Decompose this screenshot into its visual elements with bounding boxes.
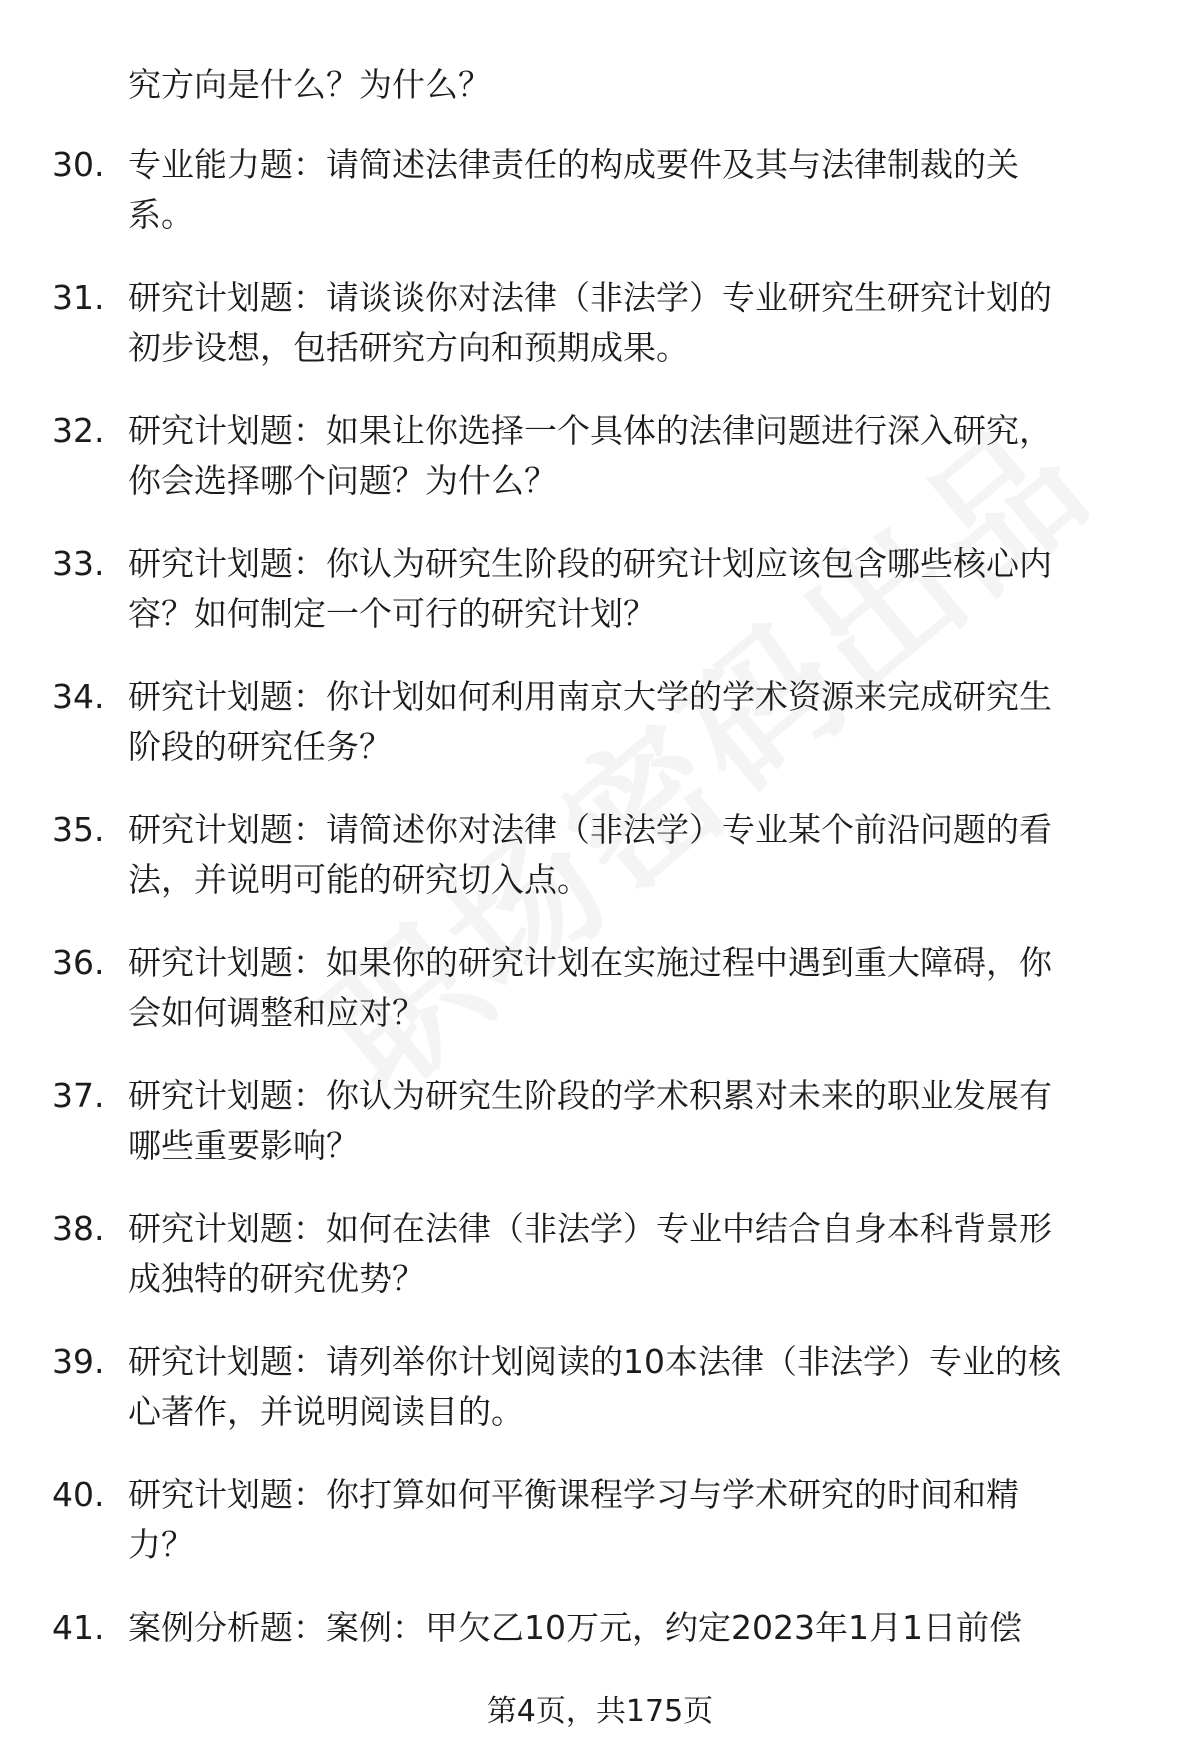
question-line: 心著作，并说明阅读目的。 (128, 1392, 524, 1431)
question-line: 研究计划题：你认为研究生阶段的研究计划应该包含哪些核心内 (128, 544, 1052, 583)
question-number: 38. (52, 1209, 105, 1248)
question-item (0, 1071, 1200, 1204)
question-line: 研究计划题：如果让你选择一个具体的法律问题进行深入研究， (128, 411, 1052, 450)
question-text (128, 1071, 1148, 1171)
question-number: 32. (52, 411, 105, 450)
question-item (0, 539, 1200, 672)
question-item (0, 805, 1200, 938)
question-line: 力？ (128, 1525, 194, 1564)
question-line: 专业能力题：请简述法律责任的构成要件及其与法律制裁的关 (128, 145, 1019, 184)
question-number: 41. (52, 1608, 105, 1647)
question-number: 40. (52, 1475, 105, 1514)
question-text (128, 805, 1148, 905)
question-line: 系。 (128, 195, 194, 234)
continuation-text: 究方向是什么？为什么？ (128, 65, 491, 104)
question-text (128, 539, 1148, 639)
question-line: 研究计划题：如果你的研究计划在实施过程中遇到重大障碍，你 (128, 943, 1052, 982)
question-item (0, 140, 1200, 273)
question-number: 35. (52, 810, 105, 849)
question-line: 初步设想，包括研究方向和预期成果。 (128, 328, 689, 367)
question-text (128, 938, 1148, 1038)
question-item (0, 1204, 1200, 1337)
question-number: 34. (52, 677, 105, 716)
question-text (128, 140, 1148, 240)
question-line: 会如何调整和应对？ (128, 993, 425, 1032)
question-line: 研究计划题：你计划如何利用南京大学的学术资源来完成研究生 (128, 677, 1052, 716)
question-item (0, 1337, 1200, 1470)
question-item (0, 1470, 1200, 1603)
question-line: 成独特的研究优势？ (128, 1259, 425, 1298)
question-number: 31. (52, 278, 105, 317)
question-line: 案例分析题：案例：甲欠乙10万元，约定2023年1月1日前偿 (128, 1608, 1022, 1647)
question-line: 研究计划题：如何在法律（非法学）专业中结合自身本科背景形 (128, 1209, 1052, 1248)
question-list (0, 140, 1200, 1736)
question-item (0, 672, 1200, 805)
question-number: 30. (52, 145, 105, 184)
question-line: 研究计划题：你认为研究生阶段的学术积累对未来的职业发展有 (128, 1076, 1052, 1115)
question-item (0, 938, 1200, 1071)
question-number: 33. (52, 544, 105, 583)
question-line: 阶段的研究任务？ (128, 727, 392, 766)
question-text (128, 1204, 1148, 1304)
question-item (0, 406, 1200, 539)
question-line: 你会选择哪个问题？为什么？ (128, 461, 557, 500)
page-footer: 第4页，共175页 (486, 1694, 714, 1729)
question-line: 研究计划题：请谈谈你对法律（非法学）专业研究生研究计划的 (128, 278, 1052, 317)
question-number: 36. (52, 943, 105, 982)
question-text (128, 406, 1148, 506)
question-number: 37. (52, 1076, 105, 1115)
question-number: 39. (52, 1342, 105, 1381)
question-line: 容？如何制定一个可行的研究计划？ (128, 594, 656, 633)
question-line: 研究计划题：请列举你计划阅读的10本法律（非法学）专业的核 (128, 1342, 1061, 1381)
question-line: 哪些重要影响？ (128, 1126, 359, 1165)
question-text (128, 1337, 1148, 1437)
question-item (0, 273, 1200, 406)
question-line: 研究计划题：你打算如何平衡课程学习与学术研究的时间和精 (128, 1475, 1019, 1514)
question-text (128, 273, 1148, 373)
question-text (128, 672, 1148, 772)
question-line: 研究计划题：请简述你对法律（非法学）专业某个前沿问题的看 (128, 810, 1052, 849)
question-text (128, 1603, 1148, 1653)
question-line: 法，并说明可能的研究切入点。 (128, 860, 590, 899)
question-text (128, 1470, 1148, 1570)
